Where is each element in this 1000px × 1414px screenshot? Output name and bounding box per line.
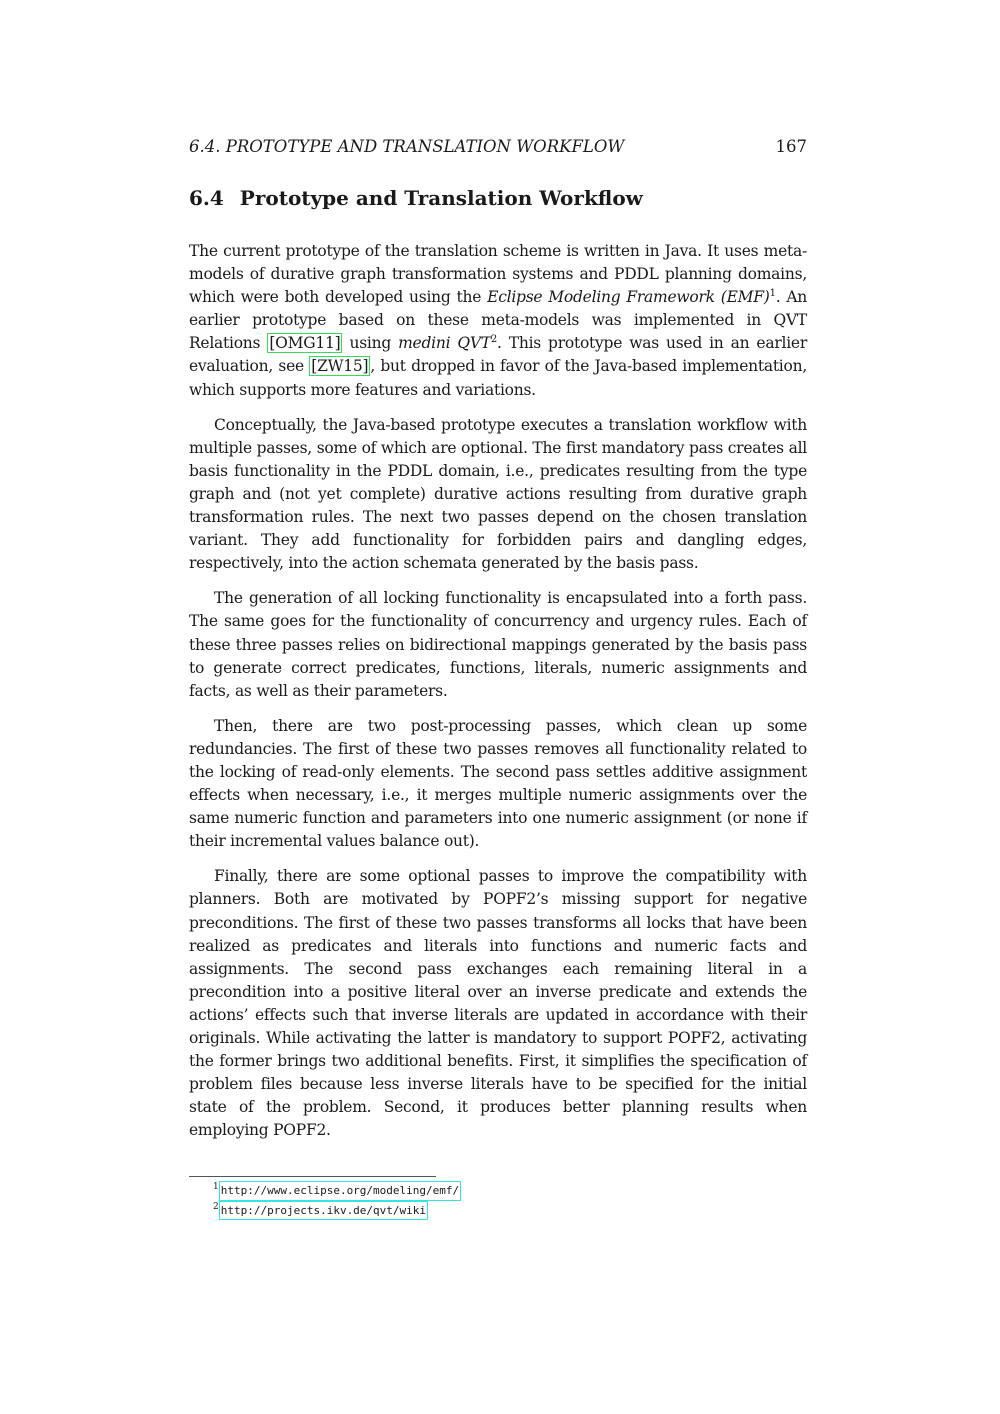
paragraph-2: Conceptually, the Java-based prototype executes a translation workflow with multiple passes, some of which are optional. The first mandatory pass creates all basis functionality in the PDDL domain, i.e., predicates resulting from the type graph and (not yet complete) durative actions resulting from durative graph transformation rules. The next two passes depend on the chosen translation variant. They add functionality for forbidden pairs and dangling edges, respectively, into the action schemata generated by the basis pass. (189, 415, 807, 573)
page-number: 167 (775, 137, 807, 156)
footnote-mark-1: 1 (213, 1182, 219, 1192)
paragraph-5: Finally, there are some optional passes to improve the compatibility with planners. Both are motivated by POPF2’s missing support for negative preconditions. The first of these two passes transforms all locks that have been realized as predicates and literals into functions and numeric facts and assignments. The second pass exchanges each remaining literal in a precondition into a positive literal over an inverse predicate and extends the actions’ effects such that inverse literals are updated in accordance with their originals. While activating the latter is mandatory to support POPF2, activating the former brings two additional benefits. First, it simplifies the specification of problem files because less inverse literals have to be specified for the initial state of the problem. Second, it produces better planning results when employing POPF2. (189, 867, 807, 1140)
body-text (189, 240, 807, 1154)
section-title-text: Prototype and Translation Workflow (239, 186, 643, 210)
section-number: 6.4 (189, 186, 224, 210)
paragraph-1-text-e: , but dropped in favor of the Java-based implementation, which supports more features and variations. (189, 357, 807, 399)
footnote-2 (213, 1201, 461, 1221)
citation-zw15[interactable]: [ZW15] (311, 357, 369, 376)
footnotes (213, 1181, 461, 1220)
medini-term: medini QVT (398, 334, 491, 353)
section-title (189, 186, 643, 210)
paragraph-1-text-a: The current prototype of the translation scheme is written in Java. It uses meta-models of durative graph transformation systems and PDDL planning domains, which were both developed using the (189, 242, 807, 307)
footnote-ref-1[interactable]: 1 (769, 288, 776, 300)
footnote-link-emf[interactable]: http://www.eclipse.org/modeling/emf/ (219, 1181, 461, 1201)
footnote-1 (213, 1181, 461, 1201)
paragraph-1 (189, 240, 807, 402)
paragraph-1-text-b: . An earlier prototype based on these meta-models was implemented in QVT Relations (189, 288, 808, 353)
footnote-link-qvt[interactable]: http://projects.ikv.de/qvt/wiki (219, 1201, 428, 1221)
footnote-mark-2: 2 (213, 1201, 219, 1212)
footnote-divider (189, 1176, 436, 1177)
running-title: 6.4. PROTOTYPE AND TRANSLATION WORKFLOW (189, 137, 625, 156)
paragraph-4: Then, there are two post-processing passes, which clean up some redundancies. The first of these two passes removes all functionality related to the locking of read-only elements. The second pass settles additive assignment effects when necessary, i.e., it merges multiple numeric assignments over the same numeric function and parameters into one numeric assignment (or none if their incremental values balance out). (189, 716, 807, 851)
paragraph-1-text-d: . This prototype was used in an earlier evaluation, see (189, 334, 807, 376)
footnote-ref-2[interactable]: 2 (490, 334, 497, 346)
running-head (189, 137, 807, 156)
emf-term: Eclipse Modeling Framework (EMF) (487, 288, 770, 307)
citation-omg11[interactable]: [OMG11] (269, 334, 341, 353)
paragraph-3: The generation of all locking functionality is encapsulated into a forth pass. The same goes for the functionality of concurrency and urgency rules. Each of these three passes relies on bidirectional mappings generated by the basis pass to generate correct predicates, functions, literals, numeric assignments and facts, as well as their parameters. (189, 589, 807, 700)
paragraph-1-text-c: using (342, 334, 399, 353)
